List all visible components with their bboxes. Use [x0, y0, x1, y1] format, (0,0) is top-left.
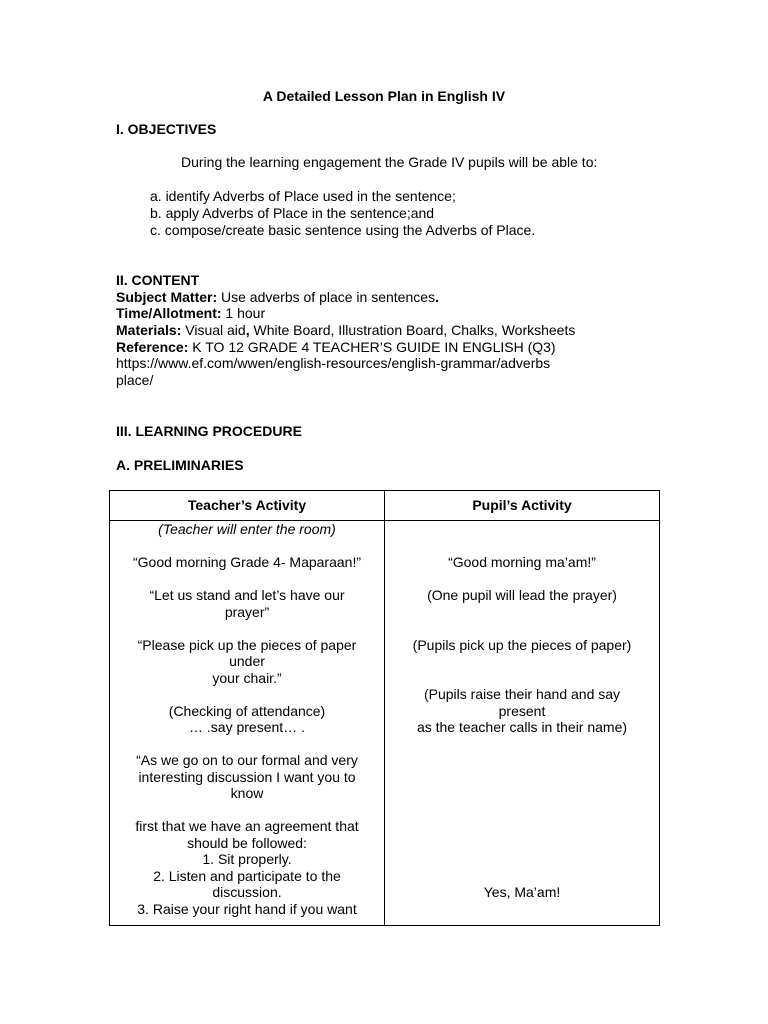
learning-procedure-heading: III. LEARNING PROCEDURE — [116, 423, 302, 439]
pupil-activity-line: “Good morning ma’am!” — [448, 554, 596, 570]
objectives-heading: I. OBJECTIVES — [116, 121, 217, 137]
teacher-activity-line: discussion. — [212, 884, 282, 900]
teacher-activity-line: under — [229, 653, 265, 669]
materials-line — [116, 322, 656, 339]
pupil-activity-line — [391, 571, 653, 588]
subject-matter-value: Use adverbs of place in sentences — [217, 288, 436, 305]
pupil-activity-line: as the teacher calls in their name) — [416, 719, 628, 735]
teacher-activity-line — [116, 686, 378, 703]
objectives-intro: During the learning engagement the Grade IV pupils will be able to: — [181, 154, 598, 170]
time-allotment-line — [116, 305, 656, 322]
pupil-activity-cell — [385, 521, 660, 926]
pupil-activity-line: Yes, Ma’am! — [483, 884, 561, 900]
pupil-activity-line — [391, 901, 653, 918]
pupil-activity-line — [391, 653, 653, 670]
teacher-activity-line: 3. Raise your right hand if you want — [137, 900, 357, 917]
pupil-activity-line — [391, 604, 653, 621]
pupil-activity-line: (One pupil will lead the prayer) — [427, 587, 617, 603]
subject-matter-line — [116, 289, 656, 306]
teacher-activity-line: (Teacher will enter the room) — [158, 521, 336, 537]
reference-url-line-1: https://www.ef.com/wwen/english-resources/english-grammar/adverbs — [116, 355, 551, 372]
reference-label: Reference: — [116, 338, 189, 355]
teacher-activity-line: know — [230, 785, 264, 801]
teacher-activity-cell — [110, 521, 385, 926]
pupil-activity-line — [391, 769, 653, 786]
materials-label: Materials: — [116, 322, 182, 339]
teacher-activity-line: “As we go on to our formal and very — [136, 752, 358, 768]
pupil-activity-line — [391, 818, 653, 835]
teacher-activity-line: should be followed: — [187, 834, 307, 851]
activity-table-row — [110, 521, 660, 926]
preliminaries-heading: A. PRELIMINARIES — [116, 457, 244, 473]
teacher-activity-line: your chair.” — [212, 669, 282, 686]
teacher-activity-line — [116, 802, 378, 819]
pupil-activity-line — [391, 835, 653, 852]
objective-item: c. compose/create basic sentence using the Adverbs of Place. — [150, 222, 536, 238]
subject-matter-period: . — [435, 288, 439, 305]
activity-table-header-row — [110, 491, 660, 521]
teacher-activity-line — [116, 571, 378, 588]
teacher-activity-line: prayer” — [224, 603, 270, 620]
subject-matter-label: Subject Matter: — [116, 288, 218, 305]
pupil-activity-line: present — [498, 702, 546, 719]
teacher-activity-line: … .say present… . — [189, 719, 305, 735]
time-allotment-label: Time/Allotment: — [116, 305, 222, 322]
pupil-activity-line — [391, 868, 653, 885]
teacher-activity-line: “Good morning Grade 4- Maparaan!” — [133, 554, 361, 570]
content-heading: II. CONTENT — [116, 272, 200, 288]
pupil-activity-line — [391, 802, 653, 819]
objectives-list — [150, 188, 535, 239]
materials-comma: , — [245, 322, 250, 339]
teacher-activity-line: first that we have an agreement that — [135, 818, 359, 834]
pupil-activity-line — [391, 752, 653, 769]
objective-item: b. apply Adverbs of Place in the sentence;and — [150, 205, 435, 221]
pupil-activity-line — [391, 736, 653, 753]
pupil-activity-line — [391, 785, 653, 802]
pupil-activity-line — [391, 538, 653, 555]
pupil-activity-line: (Pupils pick up the pieces of paper) — [412, 636, 632, 653]
materials-value-2: White Board, Illustration Board, Chalks, Worksheets — [249, 322, 576, 339]
reference-url-line-2: place/ — [116, 372, 154, 389]
pupil-activity-header: Pupil’s Activity — [385, 491, 660, 521]
teacher-activity-line — [116, 620, 378, 637]
document-title: A Detailed Lesson Plan in English IV — [262, 88, 506, 104]
objective-item: a. identify Adverbs of Place used in the sentence; — [150, 188, 456, 204]
pupil-activity-line — [391, 851, 653, 868]
teacher-activity-line: (Checking of attendance) — [168, 702, 326, 719]
reference-line — [116, 339, 656, 356]
teacher-activity-line: “Let us stand and let’s have our — [149, 587, 345, 603]
activity-table — [109, 490, 660, 926]
pupil-activity-line: (Pupils raise their hand and say — [423, 686, 621, 702]
teacher-activity-line — [116, 736, 378, 753]
teacher-activity-line: 1. Sit properly. — [202, 851, 292, 867]
teacher-activity-line: 2. Listen and participate to the — [153, 867, 341, 884]
pupil-activity-line — [391, 521, 653, 538]
teacher-activity-header: Teacher’s Activity — [110, 491, 385, 521]
time-allotment-value: 1 hour — [221, 305, 266, 322]
teacher-activity-line: “Please pick up the pieces of paper — [137, 636, 357, 653]
content-section — [116, 272, 656, 389]
teacher-activity-line: interesting discussion I want you to — [138, 768, 356, 785]
pupil-activity-line — [391, 670, 653, 687]
materials-value-1: Visual aid — [181, 322, 246, 339]
pupil-activity-line — [391, 620, 653, 637]
reference-value: K TO 12 GRADE 4 TEACHER’S GUIDE IN ENGLISH (Q3) — [188, 338, 556, 355]
teacher-activity-line — [116, 538, 378, 555]
